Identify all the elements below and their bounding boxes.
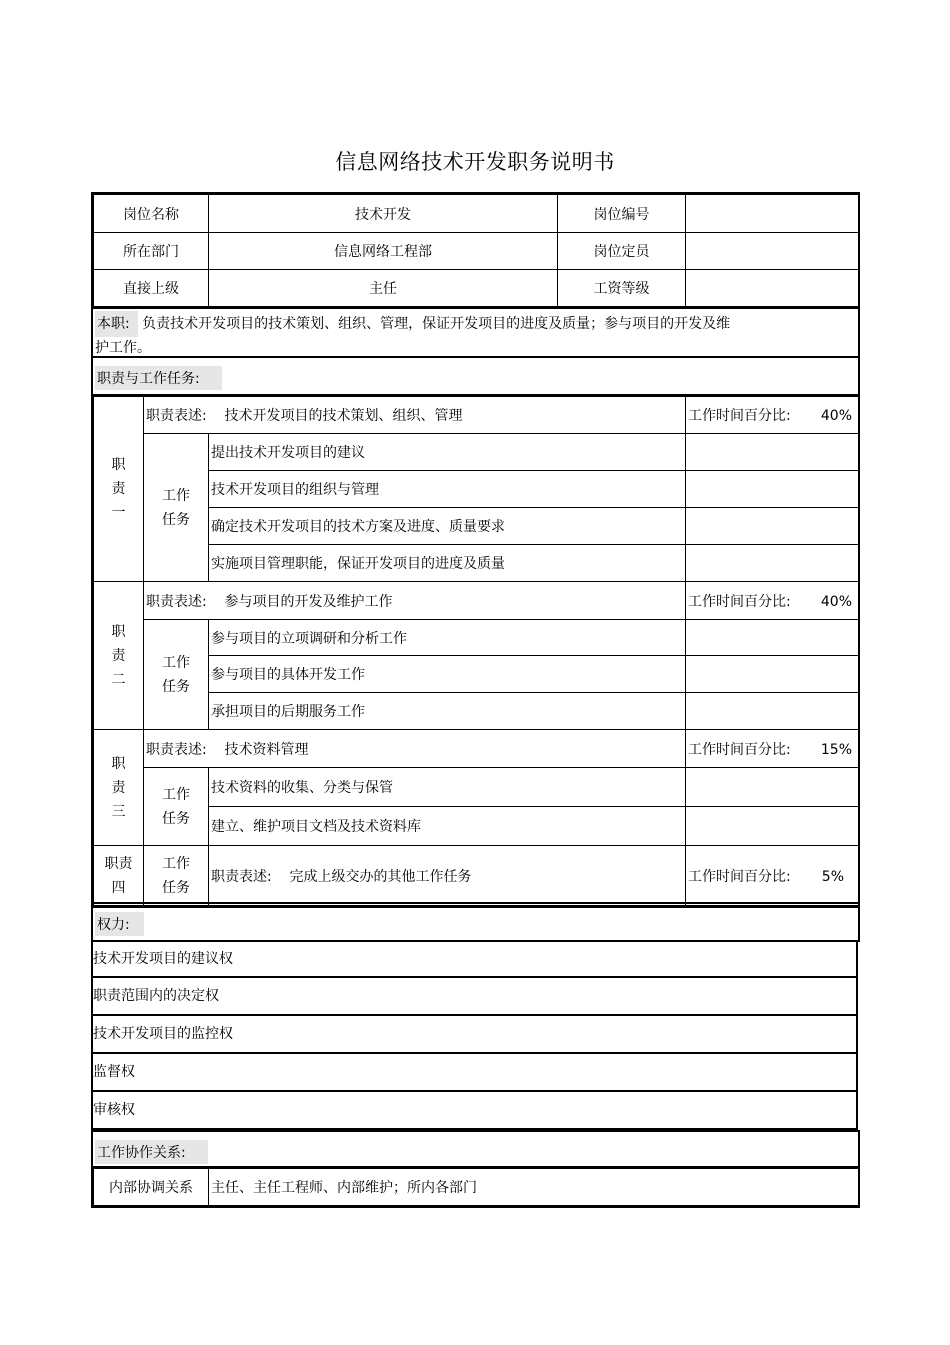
task-item: 提出技术开发项目的建议 [209, 434, 686, 471]
duty-label: 职责 四 [94, 846, 144, 906]
relations-header [91, 1130, 860, 1168]
duty-description: 职责表述: 技术资料管理 [144, 730, 686, 768]
task-note [686, 508, 859, 545]
internal-relations-value: 主任、主任工程师、内部维护；所内各部门 [209, 1169, 859, 1206]
duty-summary-line1: 负责技术开发项目的技术策划、组织、管理，保证开发项目的进度及质量；参与项目的开发及维 [142, 316, 731, 332]
task-item: 承担项目的后期服务工作 [209, 693, 686, 730]
responsibilities-header [91, 356, 860, 396]
task-note [686, 807, 859, 846]
quota-label: 岗位定员 [558, 233, 686, 270]
task-item: 参与项目的具体开发工作 [209, 656, 686, 693]
department-label: 所在部门 [94, 233, 209, 270]
position-name-value: 技术开发 [209, 195, 558, 233]
duty-summary-line2: 护工作。 [95, 340, 151, 356]
duty-description: 职责表述: 参与项目的开发及维护工作 [144, 582, 686, 620]
authority-item: 监督权 [91, 1054, 858, 1092]
task-item: 确定技术开发项目的技术方案及进度、质量要求 [209, 508, 686, 545]
responsibilities-table [91, 394, 860, 908]
position-code-label: 岗位编号 [558, 195, 686, 233]
document-title: 信息网络技术开发职务说明书 [335, 150, 615, 174]
duty-label: 职 责 一 [94, 397, 144, 582]
authority-item: 职责范围内的决定权 [91, 978, 858, 1016]
task-note [686, 693, 859, 730]
department-value: 信息网络工程部 [209, 233, 558, 270]
duty-description: 职责表述: 技术开发项目的技术策划、组织、管理 [144, 397, 686, 434]
authority-list [91, 940, 858, 1130]
task-item: 技术资料的收集、分类与保管 [209, 768, 686, 807]
duty-label: 职 责 二 [94, 582, 144, 730]
tasks-label: 工作 任务 [144, 620, 209, 730]
duty-row [94, 846, 859, 906]
authority-header [91, 902, 860, 942]
duty-time-percent: 工作时间百分比: 15% [686, 730, 859, 768]
task-note [686, 768, 859, 807]
authority-label: 权力: [95, 912, 144, 936]
internal-relations-label: 内部协调关系 [94, 1169, 209, 1206]
task-item: 建立、维护项目文档及技术资料库 [209, 807, 686, 846]
task-item: 实施项目管理职能，保证开发项目的进度及质量 [209, 545, 686, 582]
duty-description: 职责表述: 完成上级交办的其他工作任务 [209, 846, 686, 906]
tasks-label: 工作 任务 [144, 768, 209, 846]
duty-time-percent: 工作时间百分比: 5% [686, 846, 859, 906]
authority-item: 技术开发项目的监控权 [91, 1016, 858, 1054]
task-item: 技术开发项目的组织与管理 [209, 471, 686, 508]
grade-label: 工资等级 [558, 270, 686, 307]
superior-label: 直接上级 [94, 270, 209, 307]
duty-time-percent: 工作时间百分比: 40% [686, 582, 859, 620]
position-name-label: 岗位名称 [94, 195, 209, 233]
task-item: 参与项目的立项调研和分析工作 [209, 620, 686, 656]
relations-label: 工作协作关系: [95, 1140, 208, 1164]
grade-value [686, 270, 859, 307]
duty-summary-label: 本职: [95, 311, 138, 337]
task-note [686, 545, 859, 582]
responsibilities-label: 职责与工作任务: [95, 366, 222, 390]
authority-item: 技术开发项目的建议权 [91, 940, 858, 978]
task-note [686, 434, 859, 471]
tasks-label: 工作 任务 [144, 846, 209, 906]
superior-value: 主任 [209, 270, 558, 307]
task-note [686, 620, 859, 656]
authority-item: 审核权 [91, 1092, 858, 1130]
duty-summary [91, 306, 860, 358]
task-note [686, 471, 859, 508]
duty-row [94, 730, 859, 768]
position-code-value [686, 195, 859, 233]
relations-table [91, 1166, 860, 1208]
quota-value [686, 233, 859, 270]
duty-time-percent: 工作时间百分比: 40% [686, 397, 859, 434]
duty-label: 职 责 三 [94, 730, 144, 846]
header-table [91, 192, 860, 309]
tasks-label: 工作 任务 [144, 434, 209, 582]
duty-row [94, 582, 859, 620]
task-note [686, 656, 859, 693]
duty-row [94, 397, 859, 434]
